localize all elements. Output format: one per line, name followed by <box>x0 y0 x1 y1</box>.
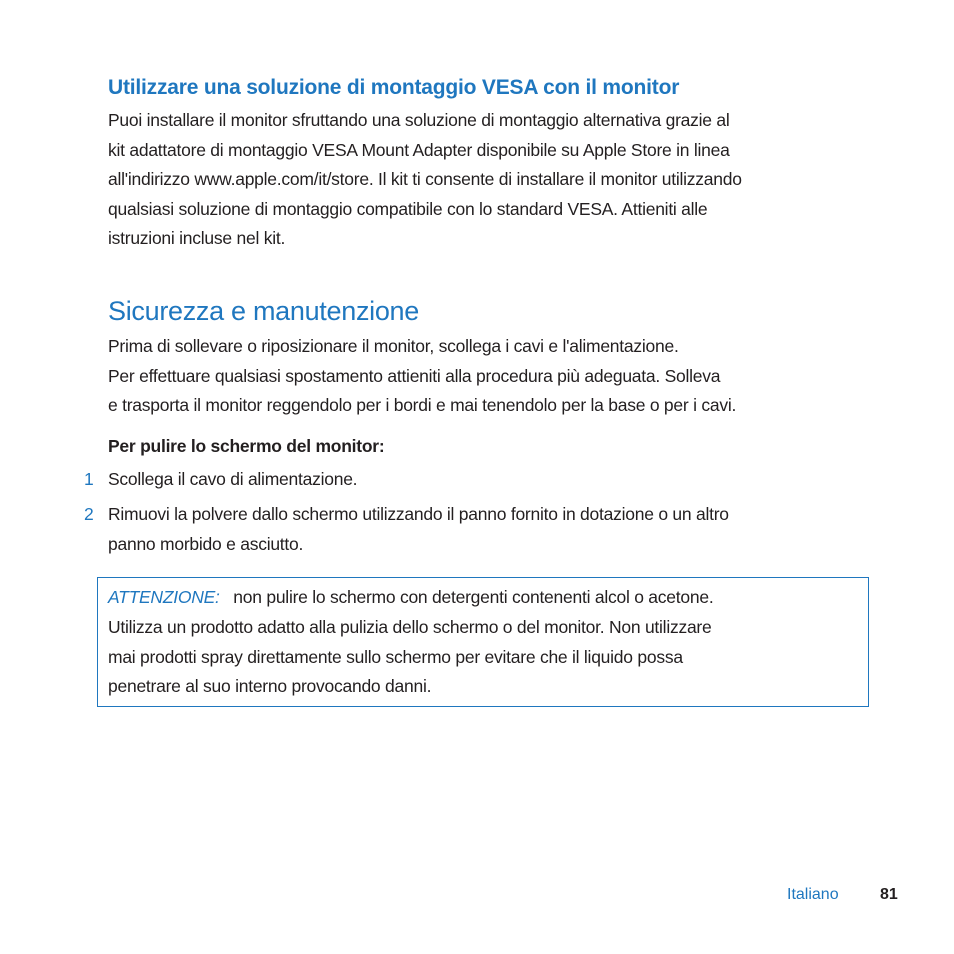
vesa-line: qualsiasi soluzione di montaggio compatibile con lo standard VESA. Attieniti alle <box>108 198 708 219</box>
warning-line: non pulire lo schermo con detergenti contenenti alcol o acetone. <box>233 587 714 607</box>
step-line: Scollega il cavo di alimentazione. <box>108 469 358 489</box>
warning-line: Utilizza un prodotto adatto alla pulizia dello schermo o del monitor. Non utilizzare <box>108 616 712 637</box>
safety-line: Per effettuare qualsiasi spostamento attieniti alla procedura più adeguata. Solleva <box>108 365 721 386</box>
vesa-line: istruzioni incluse nel kit. <box>108 228 286 248</box>
safety-line: Prima di sollevare o riposizionare il monitor, scollega i cavi e l'alimentazione. <box>108 336 679 356</box>
step-text <box>108 464 357 494</box>
safety-paragraph <box>108 332 888 421</box>
vesa-line: Puoi installare il monitor sfruttando una soluzione di montaggio alternativa grazie al <box>108 110 730 130</box>
vesa-paragraph <box>108 106 888 254</box>
step-number: 1 <box>84 469 94 489</box>
step-number: 2 <box>84 504 94 524</box>
step-line: Rimuovi la polvere dallo schermo utilizzando il panno fornito in dotazione o un altro <box>108 504 729 524</box>
procedure-title: Per pulire lo schermo del monitor: <box>108 436 385 456</box>
warning-line: penetrare al suo interno provocando danni. <box>108 676 432 697</box>
page-number: 81 <box>880 886 898 903</box>
footer-section-label: Italiano <box>787 886 839 903</box>
vesa-line: kit adattatore di montaggio VESA Mount Adapter disponibile su Apple Store in linea <box>108 139 730 160</box>
step-line: panno morbido e asciutto. <box>108 534 304 554</box>
safety-line: e trasporta il monitor reggendolo per i bordi e mai tenendolo per la base o per i cavi. <box>108 395 737 415</box>
warning-line: mai prodotti spray direttamente sullo schermo per evitare che il liquido possa <box>108 646 683 667</box>
vesa-line: all'indirizzo www.apple.com/it/store. Il kit ti consente di installare il monitor utilizzando <box>108 169 742 189</box>
vesa-heading: Utilizzare una soluzione di montaggio VESA con il monitor <box>108 76 680 99</box>
step-text <box>108 499 729 559</box>
warning-text <box>108 583 858 702</box>
warning-label: ATTENZIONE: <box>108 587 220 607</box>
safety-heading: Sicurezza e manutenzione <box>108 296 419 326</box>
warning-box <box>97 577 869 707</box>
